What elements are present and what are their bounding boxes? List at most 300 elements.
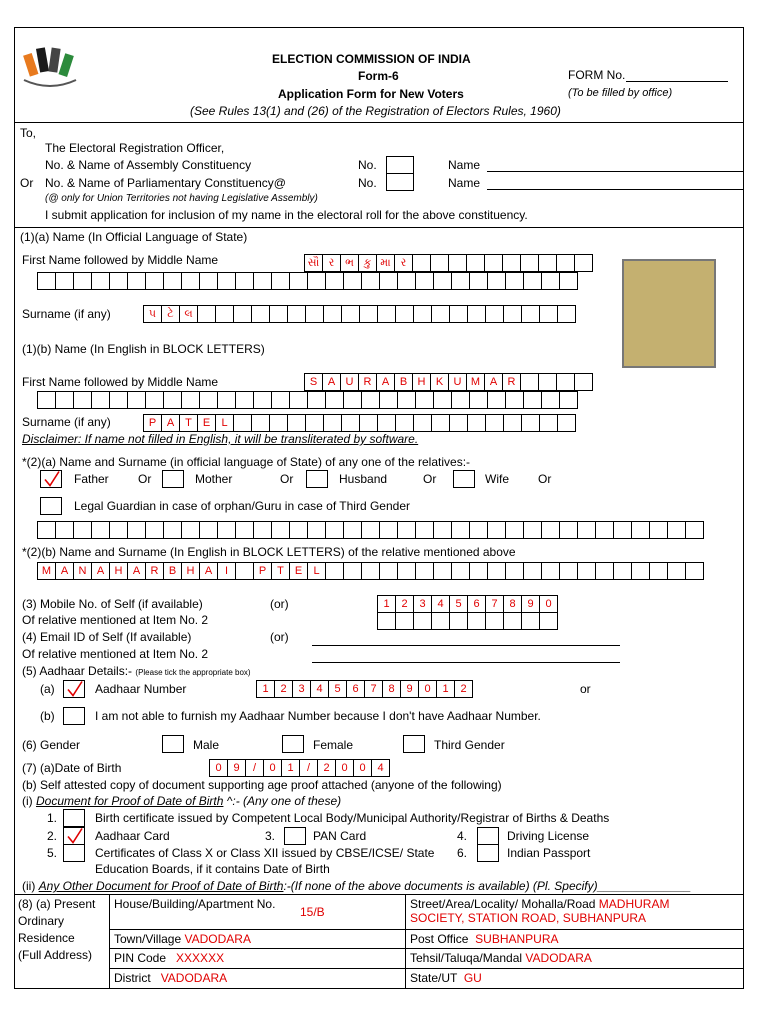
char-cell[interactable] — [469, 272, 488, 290]
char-cell[interactable] — [37, 272, 56, 290]
char-cell[interactable]: B — [394, 373, 413, 391]
post-office-cell[interactable] — [405, 929, 744, 949]
char-cell[interactable]: 7 — [364, 680, 383, 698]
char-cell[interactable] — [361, 272, 380, 290]
char-cell[interactable] — [430, 254, 449, 272]
char-cell[interactable]: 8 — [382, 680, 401, 698]
char-cell[interactable] — [73, 391, 92, 409]
char-cell[interactable]: H — [412, 373, 431, 391]
first-name-official-row1[interactable] — [305, 254, 593, 272]
char-cell[interactable] — [91, 272, 110, 290]
char-cell[interactable]: 4 — [371, 759, 390, 777]
wife-checkbox[interactable] — [453, 470, 475, 488]
char-cell[interactable] — [433, 391, 452, 409]
char-cell[interactable] — [431, 414, 450, 432]
char-cell[interactable] — [413, 305, 432, 323]
char-cell[interactable] — [574, 373, 593, 391]
char-cell[interactable] — [269, 305, 288, 323]
char-cell[interactable]: / — [299, 759, 318, 777]
char-cell[interactable] — [343, 272, 362, 290]
char-cell[interactable]: H — [109, 562, 128, 580]
char-cell[interactable] — [379, 272, 398, 290]
doc6-checkbox[interactable] — [477, 844, 499, 862]
char-cell[interactable] — [521, 612, 540, 630]
mother-checkbox[interactable] — [162, 470, 184, 488]
female-checkbox[interactable] — [282, 735, 304, 753]
char-cell[interactable]: H — [181, 562, 200, 580]
char-cell[interactable] — [91, 391, 110, 409]
char-cell[interactable] — [556, 373, 575, 391]
char-cell[interactable] — [413, 612, 432, 630]
char-cell[interactable]: 0 — [353, 759, 372, 777]
char-cell[interactable] — [395, 305, 414, 323]
parliamentary-no-input[interactable] — [386, 173, 414, 191]
char-cell[interactable] — [415, 391, 434, 409]
char-cell[interactable]: P — [143, 414, 162, 432]
char-cell[interactable]: N — [73, 562, 92, 580]
surname-english-row[interactable] — [144, 414, 576, 432]
char-cell[interactable]: સૌ — [304, 254, 323, 272]
char-cell[interactable] — [145, 521, 164, 539]
char-cell[interactable] — [448, 254, 467, 272]
char-cell[interactable] — [485, 612, 504, 630]
char-cell[interactable] — [487, 272, 506, 290]
char-cell[interactable]: 9 — [400, 680, 419, 698]
char-cell[interactable]: ટે — [161, 305, 180, 323]
char-cell[interactable] — [271, 521, 290, 539]
char-cell[interactable] — [377, 305, 396, 323]
first-name-english-row1[interactable] — [305, 373, 593, 391]
char-cell[interactable] — [451, 272, 470, 290]
char-cell[interactable] — [521, 414, 540, 432]
char-cell[interactable]: B — [163, 562, 182, 580]
char-cell[interactable]: 1 — [256, 680, 275, 698]
doc2-checkbox[interactable] — [63, 827, 85, 845]
char-cell[interactable] — [485, 305, 504, 323]
char-cell[interactable] — [307, 521, 326, 539]
char-cell[interactable] — [379, 562, 398, 580]
char-cell[interactable]: L — [215, 414, 234, 432]
aadhaar-number-checkbox[interactable] — [63, 680, 85, 698]
husband-checkbox[interactable] — [306, 470, 328, 488]
char-cell[interactable] — [361, 562, 380, 580]
char-cell[interactable] — [359, 305, 378, 323]
char-cell[interactable] — [91, 521, 110, 539]
char-cell[interactable] — [667, 562, 686, 580]
char-cell[interactable] — [163, 272, 182, 290]
assembly-no-input[interactable] — [386, 156, 414, 174]
char-cell[interactable]: 2 — [395, 595, 414, 613]
char-cell[interactable] — [685, 562, 704, 580]
aadhaar-number-row[interactable] — [257, 680, 473, 698]
char-cell[interactable] — [73, 272, 92, 290]
char-cell[interactable] — [359, 414, 378, 432]
char-cell[interactable] — [307, 391, 326, 409]
char-cell[interactable]: K — [430, 373, 449, 391]
email-self-input[interactable] — [312, 645, 620, 646]
char-cell[interactable] — [233, 414, 252, 432]
char-cell[interactable] — [559, 562, 578, 580]
no-aadhaar-checkbox[interactable] — [63, 707, 85, 725]
char-cell[interactable] — [163, 521, 182, 539]
char-cell[interactable]: M — [37, 562, 56, 580]
char-cell[interactable] — [631, 521, 650, 539]
char-cell[interactable]: T — [179, 414, 198, 432]
char-cell[interactable] — [487, 391, 506, 409]
char-cell[interactable] — [145, 391, 164, 409]
char-cell[interactable] — [323, 414, 342, 432]
char-cell[interactable]: પ — [143, 305, 162, 323]
char-cell[interactable] — [469, 391, 488, 409]
doc4-checkbox[interactable] — [477, 827, 499, 845]
char-cell[interactable] — [305, 414, 324, 432]
char-cell[interactable] — [397, 272, 416, 290]
char-cell[interactable]: 1 — [281, 759, 300, 777]
char-cell[interactable] — [595, 521, 614, 539]
char-cell[interactable] — [539, 612, 558, 630]
char-cell[interactable] — [521, 305, 540, 323]
char-cell[interactable] — [541, 391, 560, 409]
char-cell[interactable]: 7 — [485, 595, 504, 613]
char-cell[interactable] — [613, 521, 632, 539]
char-cell[interactable] — [377, 612, 396, 630]
char-cell[interactable] — [325, 391, 344, 409]
char-cell[interactable] — [631, 562, 650, 580]
town-cell[interactable] — [109, 929, 406, 949]
char-cell[interactable]: 5 — [328, 680, 347, 698]
char-cell[interactable] — [197, 305, 216, 323]
first-name-english-row2[interactable] — [38, 391, 578, 409]
char-cell[interactable]: A — [55, 562, 74, 580]
char-cell[interactable]: 3 — [292, 680, 311, 698]
char-cell[interactable] — [305, 305, 324, 323]
father-checkbox[interactable] — [40, 470, 62, 488]
char-cell[interactable] — [397, 562, 416, 580]
char-cell[interactable] — [325, 272, 344, 290]
char-cell[interactable] — [503, 612, 522, 630]
char-cell[interactable] — [73, 521, 92, 539]
char-cell[interactable]: કુ — [358, 254, 377, 272]
char-cell[interactable] — [613, 562, 632, 580]
char-cell[interactable]: 1 — [377, 595, 396, 613]
char-cell[interactable]: L — [307, 562, 326, 580]
house-cell[interactable] — [109, 894, 406, 930]
char-cell[interactable] — [574, 254, 593, 272]
char-cell[interactable] — [467, 414, 486, 432]
char-cell[interactable]: / — [245, 759, 264, 777]
street-cell[interactable] — [405, 894, 744, 930]
char-cell[interactable] — [502, 254, 521, 272]
char-cell[interactable]: મા — [376, 254, 395, 272]
father-label: Father — [74, 472, 109, 486]
char-cell[interactable] — [343, 391, 362, 409]
char-cell[interactable] — [145, 272, 164, 290]
char-cell[interactable] — [289, 272, 308, 290]
char-cell[interactable]: 5 — [449, 595, 468, 613]
char-cell[interactable]: ર — [394, 254, 413, 272]
char-cell[interactable]: 9 — [227, 759, 246, 777]
char-cell[interactable] — [523, 521, 542, 539]
char-cell[interactable] — [307, 272, 326, 290]
char-cell[interactable] — [217, 391, 236, 409]
char-cell[interactable] — [181, 391, 200, 409]
char-cell[interactable] — [431, 612, 450, 630]
char-cell[interactable] — [287, 305, 306, 323]
char-cell[interactable] — [449, 414, 468, 432]
char-cell[interactable] — [503, 414, 522, 432]
tehsil-cell[interactable] — [405, 948, 744, 969]
char-cell[interactable] — [289, 391, 308, 409]
char-cell[interactable] — [539, 414, 558, 432]
char-cell[interactable] — [361, 391, 380, 409]
char-cell[interactable] — [271, 391, 290, 409]
char-cell[interactable] — [341, 305, 360, 323]
char-cell[interactable] — [341, 414, 360, 432]
char-cell[interactable] — [485, 414, 504, 432]
char-cell[interactable] — [235, 562, 254, 580]
char-cell[interactable] — [325, 562, 344, 580]
char-cell[interactable]: A — [91, 562, 110, 580]
char-cell[interactable] — [503, 305, 522, 323]
char-cell[interactable]: 3 — [413, 595, 432, 613]
char-cell[interactable] — [541, 562, 560, 580]
parliamentary-name-input[interactable] — [487, 189, 744, 190]
char-cell[interactable]: E — [197, 414, 216, 432]
char-cell[interactable] — [109, 272, 128, 290]
char-cell[interactable] — [379, 391, 398, 409]
char-cell[interactable] — [251, 305, 270, 323]
char-cell[interactable] — [538, 254, 557, 272]
char-cell[interactable]: 4 — [310, 680, 329, 698]
char-cell[interactable] — [433, 272, 452, 290]
char-cell[interactable] — [557, 305, 576, 323]
char-cell[interactable] — [484, 254, 503, 272]
district-cell[interactable] — [109, 968, 406, 989]
char-cell[interactable] — [415, 521, 434, 539]
char-cell[interactable] — [253, 521, 272, 539]
char-cell[interactable]: 0 — [263, 759, 282, 777]
char-cell[interactable]: U — [448, 373, 467, 391]
state-cell[interactable] — [405, 968, 744, 989]
char-cell[interactable] — [559, 521, 578, 539]
char-cell[interactable]: A — [127, 562, 146, 580]
char-cell[interactable] — [235, 391, 254, 409]
char-cell[interactable]: 0 — [539, 595, 558, 613]
char-cell[interactable]: P — [253, 562, 272, 580]
char-cell[interactable]: A — [376, 373, 395, 391]
char-cell[interactable] — [469, 521, 488, 539]
char-cell[interactable]: R — [502, 373, 521, 391]
char-cell[interactable] — [235, 521, 254, 539]
char-cell[interactable] — [215, 305, 234, 323]
dob-row[interactable] — [210, 759, 390, 777]
char-cell[interactable] — [251, 414, 270, 432]
char-cell[interactable] — [55, 272, 74, 290]
char-cell[interactable] — [557, 414, 576, 432]
char-cell[interactable] — [325, 521, 344, 539]
char-cell[interactable]: T — [271, 562, 290, 580]
char-cell[interactable] — [55, 521, 74, 539]
char-cell[interactable] — [469, 562, 488, 580]
char-cell[interactable] — [431, 305, 450, 323]
char-cell[interactable] — [397, 521, 416, 539]
pin-cell[interactable] — [109, 948, 406, 969]
char-cell[interactable]: S — [304, 373, 323, 391]
char-cell[interactable] — [577, 562, 596, 580]
char-cell[interactable] — [667, 521, 686, 539]
char-cell[interactable] — [415, 562, 434, 580]
char-cell[interactable] — [505, 272, 524, 290]
mobile-self-row[interactable] — [378, 595, 558, 613]
char-cell[interactable] — [235, 272, 254, 290]
char-cell[interactable] — [523, 272, 542, 290]
char-cell[interactable] — [685, 521, 704, 539]
char-cell[interactable] — [577, 521, 596, 539]
char-cell[interactable]: ર — [322, 254, 341, 272]
char-cell[interactable]: U — [340, 373, 359, 391]
char-cell[interactable] — [467, 305, 486, 323]
char-cell[interactable] — [379, 521, 398, 539]
char-cell[interactable] — [449, 612, 468, 630]
char-cell[interactable] — [397, 391, 416, 409]
char-cell[interactable] — [271, 272, 290, 290]
char-cell[interactable] — [127, 521, 146, 539]
char-cell[interactable] — [539, 305, 558, 323]
char-cell[interactable] — [487, 521, 506, 539]
char-cell[interactable] — [487, 562, 506, 580]
char-cell[interactable] — [559, 272, 578, 290]
char-cell[interactable] — [289, 521, 308, 539]
relative-official-row[interactable] — [38, 521, 704, 539]
char-cell[interactable] — [505, 391, 524, 409]
char-cell[interactable]: I — [217, 562, 236, 580]
char-cell[interactable] — [233, 305, 252, 323]
char-cell[interactable] — [538, 373, 557, 391]
char-cell[interactable]: 6 — [346, 680, 365, 698]
char-cell[interactable] — [181, 272, 200, 290]
char-cell[interactable] — [413, 414, 432, 432]
doc1-checkbox[interactable] — [63, 809, 85, 827]
surname-official-row[interactable] — [144, 305, 576, 323]
guardian-checkbox[interactable] — [40, 497, 62, 515]
char-cell[interactable]: 6 — [467, 595, 486, 613]
char-cell[interactable] — [649, 562, 668, 580]
char-cell[interactable]: 0 — [335, 759, 354, 777]
char-cell[interactable]: 4 — [431, 595, 450, 613]
char-cell[interactable] — [449, 305, 468, 323]
char-cell[interactable] — [523, 562, 542, 580]
mobile-relative-row[interactable] — [378, 612, 558, 630]
char-cell[interactable]: 1 — [436, 680, 455, 698]
char-cell[interactable]: A — [161, 414, 180, 432]
char-cell[interactable] — [287, 414, 306, 432]
male-checkbox[interactable] — [162, 735, 184, 753]
char-cell[interactable]: A — [484, 373, 503, 391]
char-cell[interactable] — [523, 391, 542, 409]
char-cell[interactable] — [451, 562, 470, 580]
char-cell[interactable] — [505, 521, 524, 539]
char-cell[interactable] — [559, 391, 578, 409]
char-cell[interactable] — [467, 612, 486, 630]
char-cell[interactable]: A — [322, 373, 341, 391]
char-cell[interactable]: 2 — [454, 680, 473, 698]
char-cell[interactable]: 0 — [209, 759, 228, 777]
char-cell[interactable]: 0 — [418, 680, 437, 698]
char-cell[interactable] — [127, 272, 146, 290]
email-relative-input[interactable] — [312, 662, 620, 663]
char-cell[interactable] — [415, 272, 434, 290]
char-cell[interactable] — [395, 612, 414, 630]
doc3-checkbox[interactable] — [284, 827, 306, 845]
char-cell[interactable]: R — [358, 373, 377, 391]
char-cell[interactable] — [55, 391, 74, 409]
assembly-name-input[interactable] — [487, 171, 744, 172]
char-cell[interactable]: A — [199, 562, 218, 580]
char-cell[interactable] — [649, 521, 668, 539]
char-cell[interactable] — [377, 414, 396, 432]
first-name-official-row2[interactable] — [38, 272, 578, 290]
char-cell[interactable]: લ — [179, 305, 198, 323]
char-cell[interactable] — [395, 414, 414, 432]
char-cell[interactable] — [127, 391, 146, 409]
char-cell[interactable] — [199, 272, 218, 290]
char-cell[interactable] — [109, 521, 128, 539]
doc5-checkbox[interactable] — [63, 844, 85, 862]
form-no-field[interactable] — [626, 81, 728, 82]
char-cell[interactable] — [541, 272, 560, 290]
char-cell[interactable] — [541, 521, 560, 539]
char-cell[interactable] — [37, 521, 56, 539]
char-cell[interactable] — [217, 272, 236, 290]
char-cell[interactable] — [412, 254, 431, 272]
char-cell[interactable]: 2 — [274, 680, 293, 698]
char-cell[interactable] — [556, 254, 575, 272]
char-cell[interactable] — [109, 391, 128, 409]
char-cell[interactable] — [433, 562, 452, 580]
char-cell[interactable] — [343, 521, 362, 539]
char-cell[interactable]: ભ — [340, 254, 359, 272]
char-cell[interactable] — [37, 391, 56, 409]
char-cell[interactable] — [451, 391, 470, 409]
char-cell[interactable] — [253, 272, 272, 290]
char-cell[interactable] — [595, 562, 614, 580]
char-cell[interactable]: E — [289, 562, 308, 580]
char-cell[interactable] — [253, 391, 272, 409]
char-cell[interactable] — [520, 373, 539, 391]
char-cell[interactable] — [343, 562, 362, 580]
char-cell[interactable] — [505, 562, 524, 580]
char-cell[interactable] — [451, 521, 470, 539]
char-cell[interactable] — [199, 391, 218, 409]
char-cell[interactable]: 2 — [317, 759, 336, 777]
char-cell[interactable] — [361, 521, 380, 539]
char-cell[interactable] — [199, 521, 218, 539]
relative-english-row[interactable] — [38, 562, 704, 580]
char-cell[interactable] — [433, 521, 452, 539]
char-cell[interactable]: R — [145, 562, 164, 580]
char-cell[interactable] — [163, 391, 182, 409]
char-cell[interactable] — [269, 414, 288, 432]
char-cell[interactable]: 8 — [503, 595, 522, 613]
char-cell[interactable] — [217, 521, 236, 539]
third-gender-checkbox[interactable] — [403, 735, 425, 753]
char-cell[interactable] — [466, 254, 485, 272]
char-cell[interactable] — [323, 305, 342, 323]
char-cell[interactable] — [181, 521, 200, 539]
char-cell[interactable] — [520, 254, 539, 272]
char-cell[interactable]: 9 — [521, 595, 540, 613]
char-cell[interactable]: M — [466, 373, 485, 391]
